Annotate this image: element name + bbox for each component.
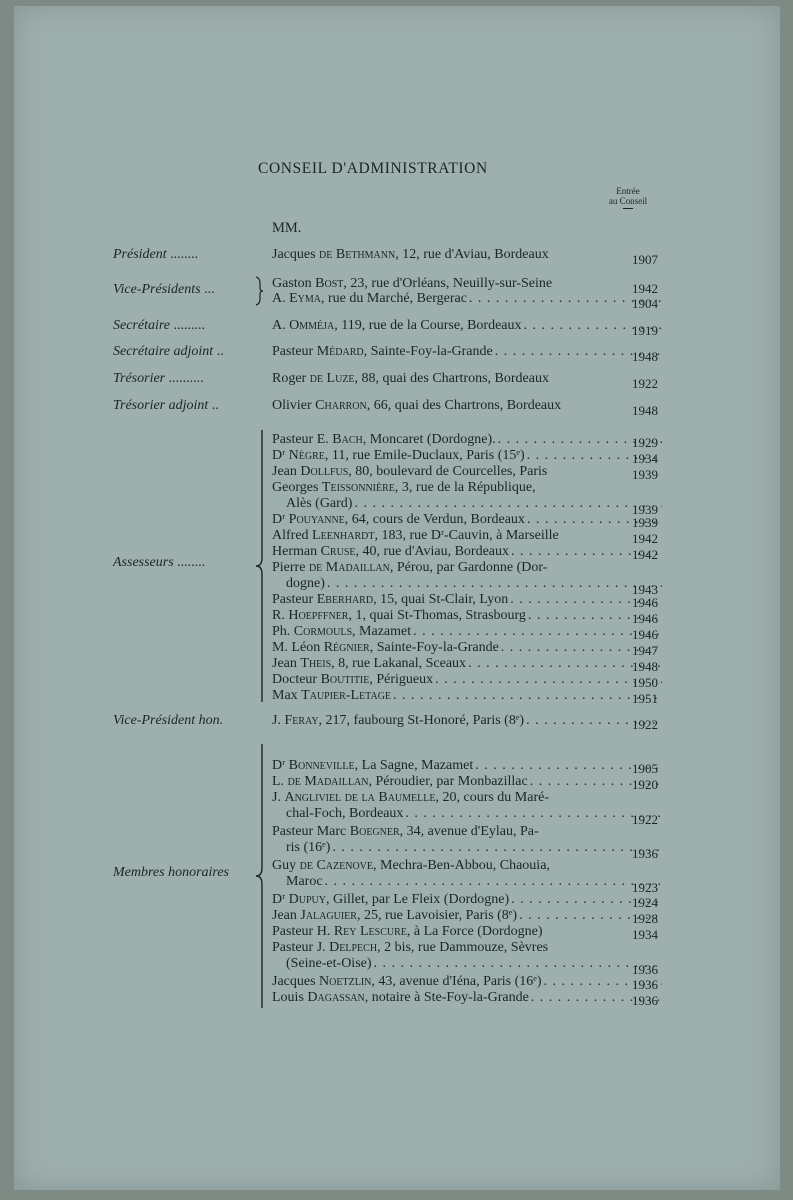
member-text: [272, 318, 522, 334]
member-entry: [272, 291, 662, 307]
role-label-text: Vice-Présidents: [113, 282, 201, 297]
role-label-text: Membres honoraires: [113, 865, 230, 880]
member-entry: [272, 544, 662, 560]
role-label-text: Trésorier: [113, 371, 166, 386]
member-entry: [272, 924, 662, 940]
member-text: [272, 432, 496, 448]
member-prefix: Roger: [272, 371, 310, 386]
member-address: , 2 bis, rue Dammouze, Sèvres: [377, 940, 549, 955]
member-surname: Nègre: [288, 448, 325, 463]
member-entry: [272, 560, 662, 576]
role-label-text: Trésorier adjoint: [113, 398, 209, 413]
member-prefix: Jean: [272, 908, 301, 923]
role-label-text: Président: [113, 247, 167, 262]
dot-leader: [372, 956, 662, 972]
member-prefix: Gaston: [272, 276, 316, 291]
member-address-continued: (Seine-et-Oise): [286, 956, 372, 971]
member-text: [272, 824, 539, 840]
member-prefix: Pasteur: [272, 344, 317, 359]
entry-header-line1: Entrée: [616, 186, 640, 196]
member-entry: [272, 892, 662, 908]
entry-year: 1943: [632, 582, 658, 597]
member-text: [272, 398, 561, 414]
member-address: , 119, rue de la Course, Bordeaux: [334, 318, 522, 333]
member-text: [272, 858, 550, 874]
member-surname: Boutitie: [320, 672, 370, 687]
member-address: , 12, rue d'Aviau, Bordeaux: [395, 247, 549, 262]
member-entry: [272, 318, 662, 334]
member-surname: de Madaillan: [287, 774, 369, 789]
member-entry: [272, 276, 662, 292]
member-entry: [272, 608, 662, 624]
mm-heading: MM.: [272, 220, 302, 236]
member-prefix: A.: [272, 291, 290, 306]
member-text: [272, 774, 528, 790]
member-prefix: Dʳ: [272, 512, 289, 527]
member-address: , 66, quai des Chartrons, Bordeaux: [366, 398, 562, 413]
dot-leader: [330, 840, 662, 856]
dot-leader: [325, 576, 662, 592]
entry-year: 1948: [632, 403, 658, 418]
entry-year: 1936: [632, 977, 658, 992]
role-label: [113, 398, 219, 414]
member-address: , 40, rue d'Aviau, Bordeaux: [355, 544, 510, 559]
entry-year: 1948: [632, 349, 658, 364]
member-surname: Angliviel de la Baumelle: [284, 790, 436, 805]
member-entry: [272, 592, 662, 608]
member-address: , Mechra-Ben-Abbou, Chaouia,: [373, 858, 550, 873]
member-entry: [272, 398, 662, 414]
member-surname: Boegner: [349, 824, 400, 839]
member-entry-continuation: [286, 840, 662, 856]
member-surname: Jalaguier: [300, 908, 357, 923]
member-prefix: Pasteur: [272, 592, 317, 607]
member-text: [272, 688, 391, 704]
member-surname: Noetzlin: [319, 974, 372, 989]
member-prefix: Docteur: [272, 672, 321, 687]
member-prefix: Louis: [272, 990, 308, 1005]
member-address: , Péroudier, par Monbazillac: [368, 774, 528, 789]
member-prefix: Pasteur J.: [272, 940, 330, 955]
member-entry: [272, 448, 662, 464]
member-text: [272, 608, 526, 624]
member-surname: Teissonnière: [321, 480, 395, 495]
member-text: [272, 560, 547, 576]
member-entry-continuation: [286, 806, 662, 822]
entry-year: 1948: [632, 659, 658, 674]
member-text: [272, 624, 411, 640]
member-address: , Sainte-Foy-la-Grande: [363, 344, 493, 359]
member-address-continued: chal-Foch, Bordeaux: [286, 806, 404, 821]
member-text: [272, 990, 529, 1006]
member-text: [272, 656, 466, 672]
member-text: [272, 672, 433, 688]
member-surname: de Madaillan: [308, 560, 390, 575]
member-surname: Cormouls: [293, 624, 353, 639]
member-address: , Mazamet: [352, 624, 412, 639]
member-surname: Hoepffner: [288, 608, 349, 623]
member-address: , notaire à Ste-Foy-la-Grande: [364, 990, 529, 1005]
member-prefix: J.: [272, 790, 285, 805]
entry-year: 1922: [632, 717, 658, 732]
member-address: , Pérou, par Gardonne (Dor-: [389, 560, 548, 575]
member-entry: [272, 640, 662, 656]
member-text: [272, 291, 467, 307]
entry-year: 1922: [632, 376, 658, 391]
member-surname: Bach: [332, 432, 363, 447]
member-surname: Taupier-Letage: [301, 688, 392, 703]
member-surname: Charron: [315, 398, 367, 413]
member-prefix: L.: [272, 774, 288, 789]
entry-year: 1924: [632, 895, 658, 910]
member-text: [272, 940, 548, 956]
entry-year: 1907: [632, 252, 658, 267]
member-prefix: Herman: [272, 544, 321, 559]
role-label-text: Secrétaire adjoint: [113, 344, 214, 359]
entry-year: 1929: [632, 435, 658, 450]
entry-year: 1942: [632, 547, 658, 562]
member-surname: Pouyanne: [288, 512, 345, 527]
member-address: , 1, quai St-Thomas, Strasbourg: [348, 608, 526, 623]
member-surname: Régnier: [323, 640, 370, 655]
member-prefix: Jean: [272, 464, 301, 479]
member-prefix: Pasteur Marc: [272, 824, 350, 839]
member-address: , 217, faubourg St-Honoré, Paris (8ᵉ): [318, 713, 525, 728]
member-prefix: Dʳ: [272, 448, 289, 463]
member-text: [272, 448, 525, 464]
member-address: , La Sagne, Mazamet: [354, 758, 474, 773]
member-surname: Eberhard: [316, 592, 374, 607]
role-label-text: Assesseurs: [113, 555, 174, 570]
member-address: , 25, rue Lavoisier, Paris (8ᵉ): [356, 908, 518, 923]
role-label: [113, 344, 224, 360]
member-surname: Rey Lescure: [333, 924, 407, 939]
entry-year: 1939: [632, 467, 658, 482]
entry-year: 1919: [632, 323, 658, 338]
member-prefix: Ph.: [272, 624, 294, 639]
member-surname: Theis: [300, 656, 332, 671]
member-entry: [272, 758, 662, 774]
member-text: [272, 758, 473, 774]
member-prefix: Pierre: [272, 560, 309, 575]
page-title: CONSEIL D'ADMINISTRATION: [258, 160, 488, 177]
member-address: , 80, boulevard de Courcelles, Paris: [348, 464, 548, 479]
member-text: [272, 908, 517, 924]
member-text: [272, 592, 508, 608]
member-entry: [272, 656, 662, 672]
member-surname: de Bethmann: [319, 247, 396, 262]
vice-presidents-brace: [254, 276, 264, 306]
member-surname: de Luze: [309, 371, 355, 386]
member-entry: [272, 672, 662, 688]
entry-header-line2: au Conseil: [608, 196, 648, 206]
member-address-continued: ris (16ᵉ): [286, 840, 331, 855]
member-entry-continuation: [286, 496, 662, 512]
entry-year: 1942: [632, 531, 658, 546]
member-entry: [272, 713, 662, 729]
entry-year: 1946: [632, 627, 658, 642]
role-label: [113, 318, 205, 334]
entry-column-header: [598, 186, 658, 209]
member-address: , Périgueux: [369, 672, 434, 687]
member-address: , 3, rue de la République,: [394, 480, 536, 495]
member-surname: Eyma: [289, 291, 322, 306]
member-prefix: Alfred: [272, 528, 313, 543]
member-entry: [272, 480, 662, 496]
member-entry-continuation: [286, 956, 662, 972]
entry-year: 1939: [632, 515, 658, 530]
member-prefix: Jacques: [272, 974, 320, 989]
member-prefix: Dʳ: [272, 892, 289, 907]
member-text: [272, 713, 524, 729]
member-address-continued: Maroc: [286, 874, 323, 889]
role-label: [113, 555, 205, 571]
entry-year: 1936: [632, 962, 658, 977]
member-address: , 183, rue Dʳ-Cauvin, à Marseille: [374, 528, 559, 543]
member-entry: [272, 790, 662, 806]
role-label: [113, 713, 223, 729]
member-text: [272, 640, 499, 656]
entry-year: 1923: [632, 880, 658, 895]
entry-year: 1942: [632, 281, 658, 296]
member-text: [272, 480, 536, 496]
entry-year: 1936: [632, 846, 658, 861]
member-text: [272, 790, 549, 806]
member-address: , 34, avenue d'Eylau, Pa-: [399, 824, 539, 839]
member-text: [272, 276, 552, 292]
role-label: [113, 282, 215, 298]
role-label: [113, 865, 229, 881]
member-entry: [272, 432, 662, 448]
member-text: [272, 544, 509, 560]
role-label: [113, 371, 204, 387]
member-address: , 8, rue Lakanal, Sceaux: [331, 656, 467, 671]
member-text: [272, 371, 549, 387]
member-address: , 88, quai des Chartrons, Bordeaux: [354, 371, 549, 386]
member-entry: [272, 512, 662, 528]
member-address-continued: dogne): [286, 576, 325, 591]
member-surname: Cruse: [320, 544, 356, 559]
member-prefix: M. Léon: [272, 640, 324, 655]
role-dot-leader: ..: [213, 344, 224, 359]
entry-year: 1934: [632, 927, 658, 942]
role-label-text: Vice-Président hon.: [113, 713, 224, 728]
entry-year: 1905: [632, 761, 658, 776]
member-prefix: Jacques: [272, 247, 320, 262]
member-surname: Dollfus: [300, 464, 349, 479]
member-entry: [272, 528, 662, 544]
dot-leader: [352, 496, 662, 512]
member-text: [272, 344, 493, 360]
member-surname: Delpech: [329, 940, 378, 955]
entry-year: 1946: [632, 595, 658, 610]
role-dot-leader: ........: [173, 555, 206, 570]
member-prefix: Georges: [272, 480, 322, 495]
entry-year: 1922: [632, 812, 658, 827]
role-label-text: Secrétaire: [113, 318, 171, 333]
entry-year: 1947: [632, 643, 658, 658]
role-dot-leader: ..: [208, 398, 219, 413]
member-address: , à La Force (Dordogne): [406, 924, 543, 939]
member-entry: [272, 688, 662, 704]
header-rule: [623, 208, 633, 209]
member-address: , Moncaret (Dordogne).: [362, 432, 496, 447]
member-address: , 64, cours de Verdun, Bordeaux: [344, 512, 525, 527]
role-dot-leader: ...: [200, 282, 215, 297]
member-surname: Dagassan: [307, 990, 365, 1005]
member-text: [272, 512, 525, 528]
member-entry: [272, 858, 662, 874]
member-entry-continuation: [286, 576, 662, 592]
member-text: [272, 924, 543, 940]
dot-leader: [411, 624, 662, 640]
member-surname: Feray: [284, 713, 319, 728]
member-prefix: A.: [272, 318, 290, 333]
dot-leader: [433, 672, 662, 688]
member-text: [272, 464, 547, 480]
member-prefix: Pasteur H.: [272, 924, 334, 939]
member-entry: [272, 247, 662, 263]
honoraires-brace: [254, 742, 270, 1010]
member-text: [272, 528, 559, 544]
member-surname: Leenhardt: [312, 528, 375, 543]
entry-year: 1928: [632, 911, 658, 926]
dot-leader: [391, 688, 662, 704]
member-address: , 43, avenue d'Iéna, Paris (16ᵉ): [371, 974, 542, 989]
member-entry: [272, 371, 662, 387]
member-entry: [272, 344, 662, 360]
member-address: , Sainte-Foy-la-Grande: [369, 640, 499, 655]
member-address: , 11, rue Emile-Duclaux, Paris (15ᵉ): [324, 448, 525, 463]
assesseurs-brace: [254, 428, 270, 704]
member-address: , 23, rue d'Orléans, Neuilly-sur-Seine: [343, 276, 553, 291]
member-entry: [272, 940, 662, 956]
member-text: [272, 247, 549, 263]
member-prefix: Guy: [272, 858, 300, 873]
member-entry: [272, 990, 662, 1006]
entry-year: 1904: [632, 296, 658, 311]
role-dot-leader: .........: [170, 318, 206, 333]
member-prefix: Max: [272, 688, 302, 703]
member-prefix: J.: [272, 713, 285, 728]
entry-year: 1946: [632, 611, 658, 626]
dot-leader: [323, 874, 662, 890]
entry-year: 1934: [632, 451, 658, 466]
member-entry: [272, 624, 662, 640]
role-dot-leader: ........: [166, 247, 199, 262]
entry-year: 1920: [632, 777, 658, 792]
member-entry-continuation: [286, 874, 662, 890]
member-surname: Dupuy: [288, 892, 326, 907]
role-label: [113, 247, 198, 263]
member-address: , 20, cours du Maré-: [435, 790, 550, 805]
member-text: [272, 974, 542, 990]
member-entry: [272, 824, 662, 840]
member-address: , rue du Marché, Bergerac: [321, 291, 467, 306]
entry-year: 1936: [632, 993, 658, 1008]
member-text: [272, 892, 509, 908]
role-dot-leader: ..........: [165, 371, 204, 386]
member-address: , Gillet, par Le Fleix (Dordogne): [326, 892, 510, 907]
member-surname: Médard: [316, 344, 364, 359]
member-surname: Omméja: [289, 318, 335, 333]
entry-year: 1951: [632, 691, 658, 706]
member-entry: [272, 974, 662, 990]
member-surname: Bonneville: [288, 758, 355, 773]
member-surname: de Cazenove: [299, 858, 374, 873]
member-prefix: Pasteur E.: [272, 432, 333, 447]
member-prefix: Jean: [272, 656, 301, 671]
member-prefix: R.: [272, 608, 289, 623]
member-address: , 15, quai St-Clair, Lyon: [373, 592, 509, 607]
entry-year: 1950: [632, 675, 658, 690]
member-entry: [272, 774, 662, 790]
dot-leader: [403, 806, 662, 822]
entry-year: 1939: [632, 502, 658, 517]
member-entry: [272, 908, 662, 924]
member-prefix: Dʳ: [272, 758, 289, 773]
member-entry: [272, 464, 662, 480]
member-prefix: Olivier: [272, 398, 316, 413]
member-address-continued: Alès (Gard): [286, 496, 353, 511]
member-surname: Bost: [315, 276, 344, 291]
